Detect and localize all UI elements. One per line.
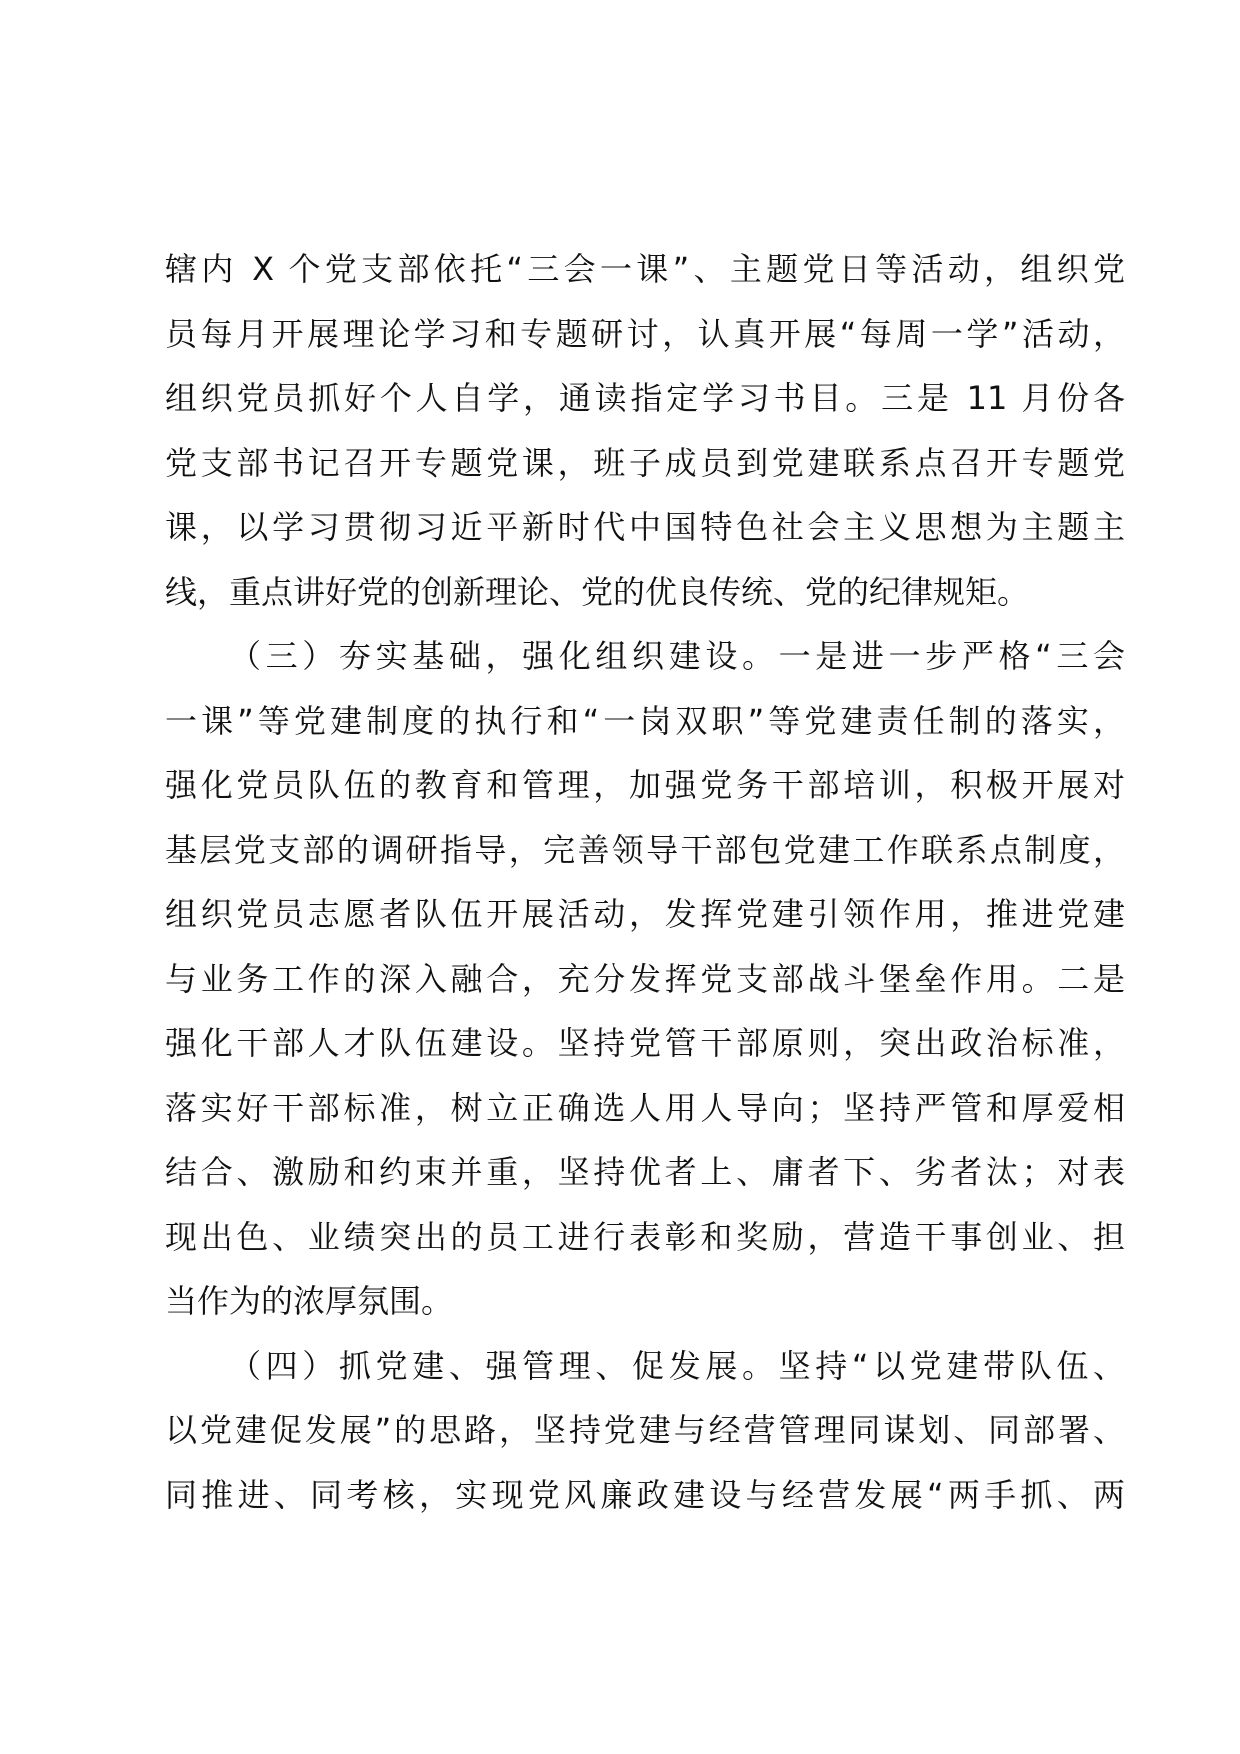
text-line: 线，重点讲好党的创新理论、党的优良传统、党的纪律规矩。: [165, 572, 1030, 611]
body-text: [165, 237, 1125, 1527]
text-line-section-heading: （四）抓党建、强管理、促发展。坚持“以党建带队伍、: [229, 1346, 1125, 1385]
text-line: 当作为的浓厚氛围。: [165, 1282, 454, 1320]
text-line: 党支部书记召开专题党课，班子成员到党建联系点召开专题党: [165, 443, 1125, 482]
text-line: 基层党支部的调研指导，完善领导干部包党建工作联系点制度，: [165, 830, 1125, 869]
text-line: 课，以学习贯彻习近平新时代中国特色社会主义思想为主题主: [165, 508, 1125, 546]
text-line: 同推进、同考核，实现党风廉政建设与经营发展“两手抓、两: [165, 1475, 1125, 1514]
text-line: 组织党员志愿者队伍开展活动，发挥党建引领作用，推进党建: [165, 895, 1125, 933]
text-line: 辖内 X 个党支部依托“三会一课”、主题党日等活动，组织党: [165, 250, 1125, 288]
text-line: 一课”等党建制度的执行和“一岗双职”等党建责任制的落实，: [165, 701, 1125, 740]
text-line: 落实好干部标准，树立正确选人用人导向；坚持严管和厚爱相: [165, 1088, 1125, 1127]
text-line: 结合、激励和约束并重，坚持优者上、庸者下、劣者汰；对表: [165, 1153, 1125, 1191]
text-line: 员每月开展理论学习和专题研讨，认真开展“每周一学”活动，: [165, 314, 1125, 353]
text-line-section-heading: （三）夯实基础，强化组织建设。一是进一步严格“三会: [229, 637, 1125, 675]
text-line: 现出色、业绩突出的员工进行表彰和奖励，营造干事创业、担: [165, 1217, 1125, 1256]
text-line: 组织党员抓好个人自学，通读指定学习书目。三是 11 月份各: [165, 379, 1125, 417]
text-line: 与业务工作的深入融合，充分发挥党支部战斗堡垒作用。二是: [165, 959, 1125, 998]
text-line: 强化干部人才队伍建设。坚持党管干部原则，突出政治标准，: [165, 1024, 1125, 1062]
text-line: 强化党员队伍的教育和管理，加强党务干部培训，积极开展对: [165, 766, 1125, 804]
text-line: 以党建促发展”的思路，坚持党建与经营管理同谋划、同部署、: [165, 1411, 1125, 1449]
